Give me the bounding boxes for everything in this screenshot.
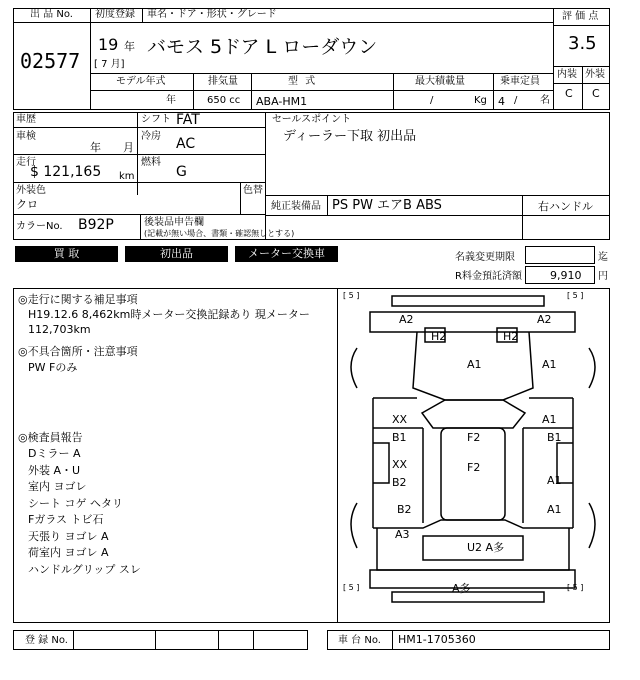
capacity-unit: 名 [540,95,550,106]
supp-title: ◎走行に関する補足事項 [18,293,138,306]
max-load-unit: Kg [474,95,487,106]
first-reg-year: 19 [98,35,119,54]
inspector-line: Fガラス トビ石 [28,513,104,526]
name-change-suffix: 迄 [598,252,608,263]
mileage-unit: km [119,171,135,182]
defect-line1: PW Fのみ [28,361,78,374]
capacity-value: 4 [498,95,505,108]
aftermarket-note: (記載が無い場合、書類・確認無しとする) [144,229,295,238]
damage-mark: B1 [547,431,562,444]
inspector-title: ◎検査員報告 [18,431,83,444]
damage-mark: H2 [431,330,447,343]
supp-line1: H19.12.6 8,462km時メーター交換記録あり 現メーター [28,308,310,321]
displacement-unit: cc [229,95,241,106]
first-listing-bar: 初出品 [125,246,228,262]
equipment-label: 純正装備品 [271,201,321,212]
type-label: 型 式 [288,76,318,87]
displacement-number: 650 [207,95,227,106]
recycle-value: 9,910 [550,269,582,282]
damage-mark: A多 [452,582,471,595]
lot-no-label: 出 品 No. [30,9,73,20]
mileage-value: $ 121,165 [30,164,102,180]
damage-mark: A1 [467,358,482,371]
name-change-box [525,246,595,264]
cooling-label: 冷房 [141,131,161,142]
inspector-line: 外装 A・U [28,463,81,477]
interior-label: 内装 [557,69,577,80]
damage-mark: XX [392,413,408,426]
damage-mark: F2 [467,461,481,474]
damage-mark: A1 [547,474,562,487]
first-reg-label: 初度登録 [95,9,135,20]
inspection-year: 年 [90,141,101,154]
damage-mark: A1 [542,358,557,371]
model-year-label: モデル年式 [116,76,166,87]
inspector-line: 荷室内 ヨゴレ A [28,546,109,559]
buy-bar: 買 取 [15,246,118,262]
exterior-label: 外装 [585,69,605,80]
damage-mark: A3 [395,528,410,541]
exterior-color-value: クロ [16,198,38,211]
cooling-value: AC [176,136,196,152]
max-load-sep: / [430,95,434,106]
damage-mark: U2 A多 [467,541,505,554]
fuel-label: 燃料 [141,157,161,168]
lot-number: 02577 [20,49,81,73]
inspection-month: 月 [123,141,134,154]
damage-mark: B2 [392,476,407,489]
corner-tr: [ 5 ] [567,291,584,300]
exterior-color-label: 外装色 [16,185,46,196]
car-diagram [337,288,610,623]
recycle-unit: 円 [598,271,608,282]
aftermarket-label: 後装品申告欄 [144,217,204,228]
damage-mark: B2 [397,503,412,516]
inspector-line: 天張り ヨゴレ A [28,529,109,543]
reg-no-label: 登 録 No. [25,635,68,646]
damage-mark: F2 [467,431,481,444]
damage-mark: A2 [399,313,414,326]
chassis-value: HM1-1705360 [398,633,476,646]
first-reg-year-unit: 年 [124,40,135,53]
model-year-unit: 年 [166,95,176,106]
damage-mark: H2 [503,330,519,343]
damage-mark: B1 [392,431,407,444]
corner-bl: [ 5 ] [343,583,360,592]
corner-br: [ 5 ] [567,583,584,592]
damage-mark: XX [392,458,408,471]
name-change-label: 名義変更期限 [455,252,515,263]
displacement-label: 排気量 [208,76,238,87]
defect-title: ◎不具合箇所・注意事項 [18,345,138,358]
inspection-label: 車検 [16,131,36,142]
interior-grade: C [565,87,573,100]
inspector-line: ハンドルグリップ スレ [28,562,141,576]
damage-mark: A1 [542,413,557,426]
displacement-value [207,95,240,106]
meter-swap-bar: メーター交換車 [235,246,338,262]
steering: 右ハンドル [538,200,593,213]
first-reg-month: [ 7 月] [94,59,125,70]
supp-line2: 112,703km [28,323,91,336]
color-no-value: B92P [78,217,114,233]
history-label: 車歴 [16,114,36,125]
exterior-grade: C [592,87,600,100]
inspector-line: 室内 ヨゴレ [28,480,87,493]
chassis-label: 車 台 No. [338,635,381,646]
inspector-line: Dミラー A [28,447,81,460]
shift-label: シフト [141,114,171,125]
sales-point-label: セールスポイント [272,114,352,125]
type-value: ABA-HM1 [256,95,308,108]
equipment-value: PS PW エアB ABS [332,198,442,213]
eval-label: 評 価 点 [562,11,599,22]
car-name-label: 車名・ドア・形状・グレード [147,9,277,20]
eval-score: 3.5 [568,33,597,54]
damage-mark: A2 [537,313,552,326]
car-name: バモス 5ドア L ローダウン [147,36,378,58]
corner-tl: [ 5 ] [343,291,360,300]
capacity-sep: / [514,95,518,106]
recycle-label: R料金預託済額 [455,271,522,282]
sales-point-text: ディーラー下取 初出品 [283,129,417,144]
shift-value: FAT [176,112,200,128]
capacity-label: 乗車定員 [500,76,540,87]
mileage-label: 走行 [16,157,36,168]
damage-mark: A1 [547,503,562,516]
color-no-label: カラーNo. [16,221,63,232]
max-load-label: 最大積載量 [415,76,465,87]
inspector-line: シート コゲ ヘタリ [28,496,123,510]
fuel-value: G [176,164,187,180]
color-change-label: 色替 [243,185,263,196]
